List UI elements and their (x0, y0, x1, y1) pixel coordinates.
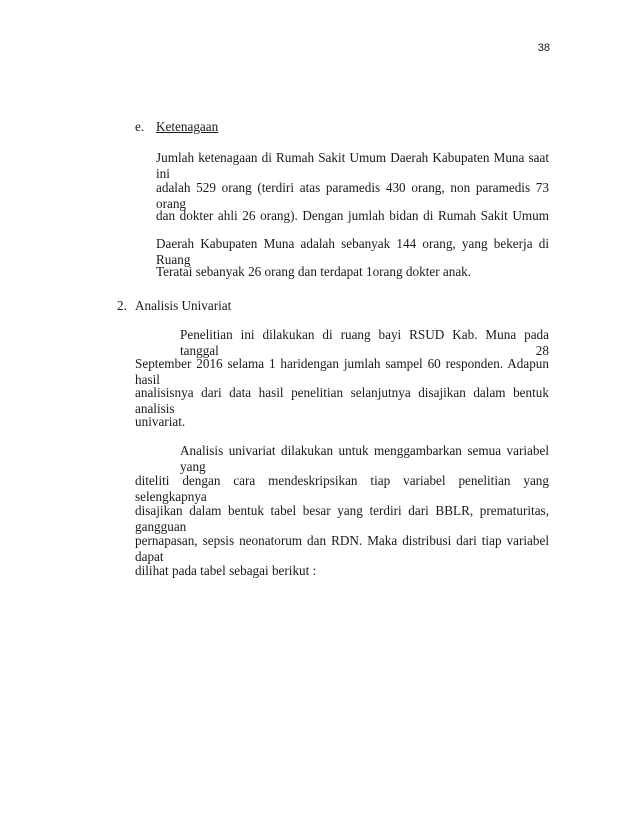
section-e-line: Jumlah ketenagaan di Rumah Sakit Umum Daerah Kabupaten Muna saat ini (156, 150, 549, 181)
paragraph-2-line: diteliti dengan cara mendeskripsikan tiap variabel penelitian yang selengkapnya (135, 473, 549, 504)
paragraph-1-line: analisisnya dari data hasil penelitian selanjutnya disajikan dalam bentuk analisis (135, 385, 549, 416)
paragraph-2-line: Analisis univariat dilakukan untuk menggambarkan semua variabel yang (180, 443, 549, 474)
paragraph-2-line: dilihat pada tabel sebagai berikut : (135, 563, 317, 578)
section-2-heading: Analisis Univariat (135, 298, 232, 313)
paragraph-1-line: September 2016 selama 1 haridengan jumlah sampel 60 responden. Adapun hasil (135, 356, 549, 387)
paragraph-1-line: Penelitian ini dilakukan di ruang bayi RSUD Kab. Muna pada tanggal 28 (180, 327, 549, 358)
paragraph-2-line: pernapasan, sepsis neonatorum dan RDN. Maka distribusi dari tiap variabel dapat (135, 533, 549, 564)
section-e-heading: Ketenagaan (156, 119, 219, 134)
section-e-line: Teratai sebanyak 26 orang dan terdapat 1orang dokter anak. (156, 264, 472, 279)
section-e-line: adalah 529 orang (terdiri atas paramedis 430 orang, non paramedis 73 orang (156, 180, 549, 211)
section-e-line: dan dokter ahli 26 orang). Dengan jumlah bidan di Rumah Sakit Umum (156, 208, 549, 223)
section-2-marker: 2. (117, 298, 127, 313)
section-e-marker: e. (135, 119, 145, 134)
section-e-line: Daerah Kabupaten Muna adalah sebanyak 144 orang, yang bekerja di Ruang (156, 236, 549, 267)
paragraph-2-line: disajikan dalam bentuk tabel besar yang terdiri dari BBLR, prematuritas, gangguan (135, 503, 549, 534)
page-number: 38 (537, 42, 550, 54)
paragraph-1-line: univariat. (135, 414, 186, 429)
